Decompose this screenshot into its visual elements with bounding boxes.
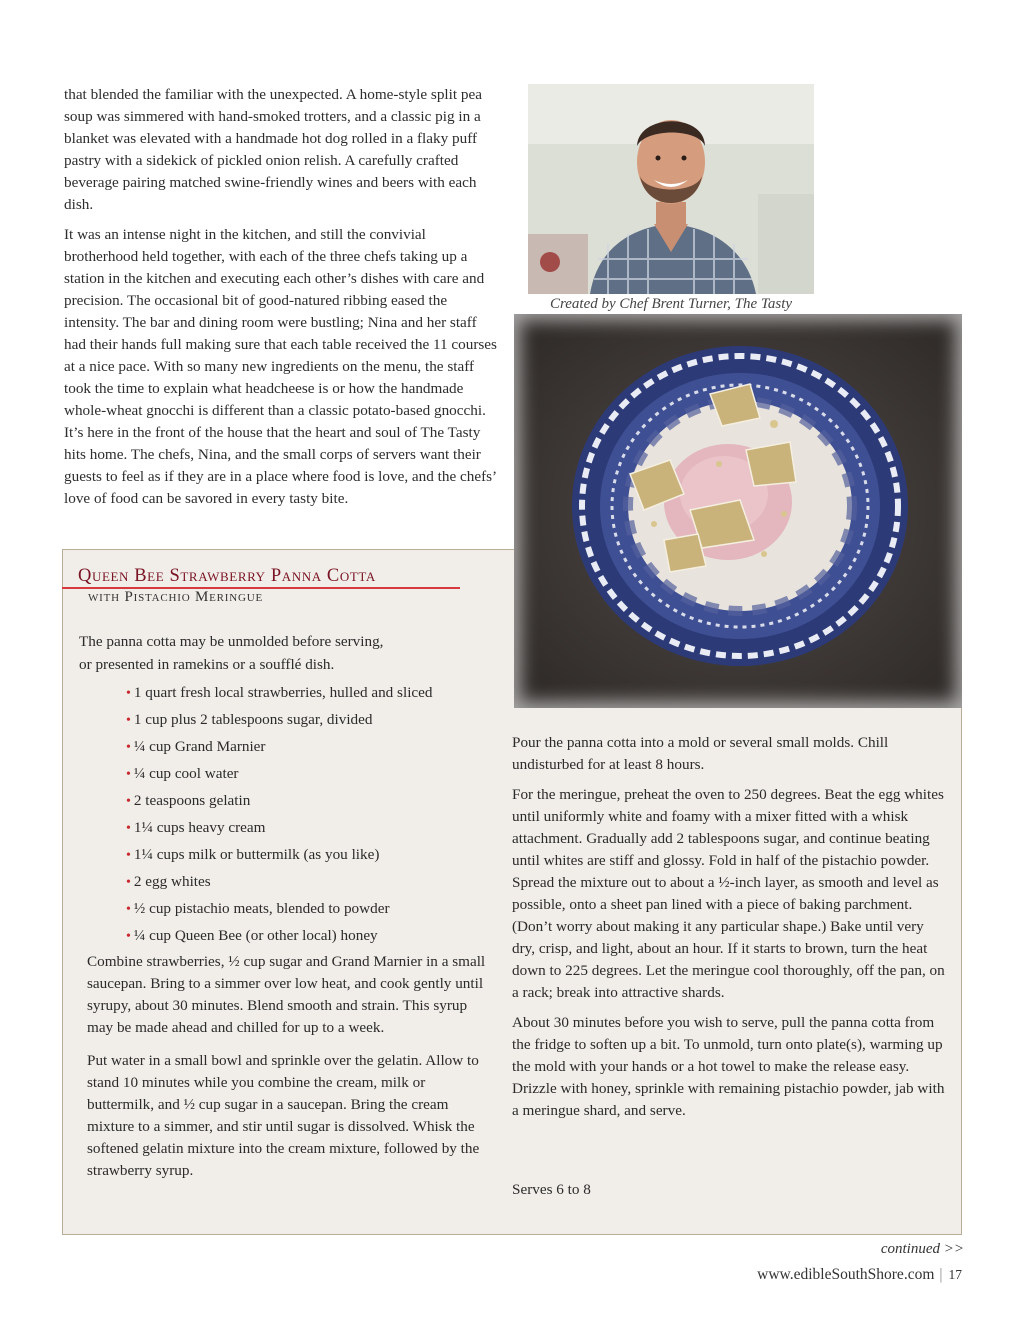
website-link[interactable]: www.edibleSouthShore.com <box>757 1266 935 1283</box>
bullet-icon: • <box>126 794 131 809</box>
ingredient-text: 1 cup plus 2 tablespoons sugar, divided <box>133 711 373 728</box>
bullet-icon: • <box>126 740 131 755</box>
ingredient-text: 1¼ cups heavy cream <box>133 819 266 836</box>
panna-cotta-photo <box>514 314 962 708</box>
bullet-icon: • <box>126 686 131 701</box>
article-paragraph: that blended the familiar with the unexpected. A home-style split pea soup was simmered with hand-smoked trotters, and a classic pig in a blanket was elevated with a handmade hot dog rolled in a flaky puff pastry with a sidekick of pickled onion relish. A carefully crafted beverage pairing matched swine-friendly wines and beers with each dish. <box>64 86 482 213</box>
ingredient-item <box>126 788 433 815</box>
bullet-icon: • <box>126 767 131 782</box>
ingredient-text: ¼ cup Queen Bee (or other local) honey <box>133 927 378 944</box>
page-footer <box>757 1266 962 1284</box>
ingredient-item <box>126 680 433 707</box>
ingredient-item <box>126 707 433 734</box>
chef-portrait-photo <box>528 84 814 294</box>
recipe-title: Queen Bee Strawberry Panna Cotta <box>78 566 376 586</box>
ingredient-item <box>126 842 433 869</box>
ingredient-item <box>126 923 433 950</box>
ingredient-item <box>126 761 433 788</box>
ingredient-text: ¼ cup Grand Marnier <box>133 738 266 755</box>
ingredient-item <box>126 869 433 896</box>
chef-portrait-illustration <box>528 84 814 294</box>
bullet-icon: • <box>126 848 131 863</box>
ingredient-text: ½ cup pistachio meats, blended to powder <box>133 900 390 917</box>
bullet-icon: • <box>126 713 131 728</box>
bullet-icon: • <box>126 821 131 836</box>
recipe-step: Combine strawberries, ½ cup sugar and Grand Marnier in a small saucepan. Bring to a simmer over low heat, and cook gently until syrupy, about 30 minutes. Blend smooth and strain. This syrup may be made ahead and chilled for up to a week. <box>87 953 486 1036</box>
ingredient-item <box>126 734 433 761</box>
recipe-step: About 30 minutes before you wish to serve, pull the panna cotta from the fridge to soften up a bit. To unmold, turn onto plate(s), warming up the mold with your hands or a hot towel to make the release easy. Drizzle with honey, sprinkle with remaining pistachio powder, jab with a meringue shard, and serve. <box>512 1014 945 1119</box>
photo-caption: Created by Chef Brent Turner, The Tasty <box>549 296 793 312</box>
recipe-intro <box>79 630 439 676</box>
intro-line: The panna cotta may be unmolded before serving, <box>79 633 384 650</box>
recipe-steps-left <box>87 951 495 1182</box>
ingredient-text: 1 quart fresh local strawberries, hulled and sliced <box>133 684 433 701</box>
recipe-step: Put water in a small bowl and sprinkle over the gelatin. Allow to stand 10 minutes while you combine the cream, milk or buttermilk, and ½ cup sugar in a saucepan. Bring the cream mixture to a simmer, and stir until sugar is dissolved. Whisk the softened gelatin mixture into the cream mixture, followed by the strawberry syrup. <box>87 1052 480 1179</box>
ingredient-text: 2 teaspoons gelatin <box>133 792 251 809</box>
ingredient-text: 1¼ cups milk or buttermilk (as you like) <box>133 846 380 863</box>
ingredient-item <box>126 896 433 923</box>
recipe-step: For the meringue, preheat the oven to 250 degrees. Beat the egg whites until uniformly white and foamy with a mixer fitted with a whisk attachment. Gradually add 2 tablespoons sugar, and continue beating until whites are stiff and glossy. Fold in half of the pistachio powder. Spread the mixture out to about a ½-inch layer, as smooth and level as possible, onto a sheet pan lined with a piece of baking parchment. (Don’t worry about making it any particular shape.) Bake until very dry, crisp, and light, about an hour. If it starts to brown, turn the heat down to 225 degrees. Let the meringue cool thoroughly, off the pan, on a rack; break into attractive shards. <box>512 786 945 1001</box>
ingredient-item <box>126 815 433 842</box>
intro-line: or presented in ramekins or a soufflé dish. <box>79 656 335 673</box>
recipe-subtitle: with Pistachio Meringue <box>88 589 264 605</box>
page-number: 17 <box>948 1267 962 1282</box>
bullet-icon: • <box>126 929 131 944</box>
continued-link[interactable]: continued >> <box>880 1241 964 1257</box>
bullet-icon: • <box>126 875 131 890</box>
ingredient-text: 2 egg whites <box>133 873 211 890</box>
footer-separator: | <box>939 1266 943 1283</box>
recipe-step: Pour the panna cotta into a mold or several small molds. Chill undisturbed for at least 8 hours. <box>512 734 889 773</box>
article-paragraph: It was an intense night in the kitchen, and still the convivial brotherhood held together, with each of the three chefs taking up a station in the kitchen and executing each other’s dishes with care and precision. The occasional bit of good-natured ribbing eased the intensity. The bar and dining room were bustling; Nina and her staff had their hands full making sure that each table received the 11 courses at a nice pace. With so many new ingredients on the menu, the staff took the time to explain what headcheese is or how the handmade whole-wheat gnocchi is different than a classic potato-based gnocchi. It’s here in the front of the house that the heart and soul of The Tasty hits home. The chefs, Nina, and the small corps of servers want their guests to feel as if they are in a place where food is love, and the chefs’ love of food can be savored in every tasty bite. <box>64 226 497 507</box>
ingredient-text: ¼ cup cool water <box>133 765 239 782</box>
recipe-steps-right <box>512 732 948 1122</box>
article-body <box>64 84 502 510</box>
panna-cotta-illustration <box>514 314 962 708</box>
ingredient-list <box>126 680 433 950</box>
bullet-icon: • <box>126 902 131 917</box>
serves-note: Serves 6 to 8 <box>512 1181 591 1198</box>
